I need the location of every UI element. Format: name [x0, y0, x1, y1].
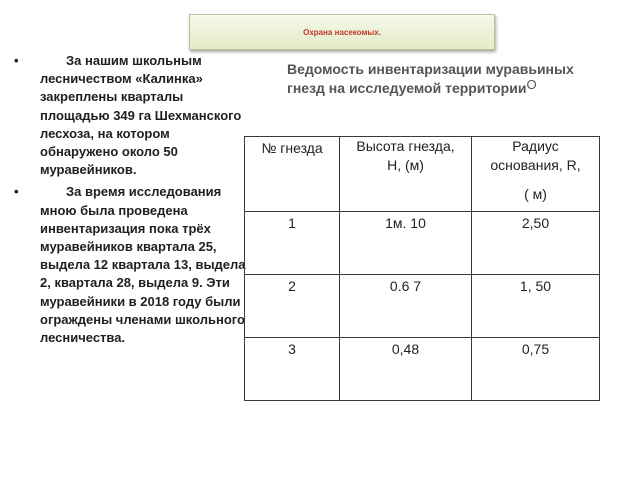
cell-base-radius: 0,75 — [472, 338, 600, 401]
cell-nest-height: 0.6 7 — [340, 275, 472, 338]
slide-title-box — [189, 14, 495, 50]
bullet-item — [14, 183, 250, 347]
header-nest-number: № гнезда — [245, 137, 340, 212]
table-row — [245, 275, 600, 338]
cell-nest-number: 3 — [245, 338, 340, 401]
cell-base-radius: 1, 50 — [472, 275, 600, 338]
cell-base-radius: 2,50 — [472, 212, 600, 275]
table-heading-suffix: О — [526, 77, 537, 92]
table-row — [245, 338, 600, 401]
cell-nest-number: 1 — [245, 212, 340, 275]
cell-nest-number: 2 — [245, 275, 340, 338]
bullet-list — [14, 52, 250, 351]
table-row — [245, 212, 600, 275]
inventory-table — [244, 136, 600, 401]
bullet-marker: • — [14, 53, 19, 68]
bullet-item — [14, 52, 250, 179]
bullet-text: За нашим школьным лесничеством «Калинка» закреплены кварталы площадью 349 га Шехманского лесхоза, на котором обнаружено около 50 муравейников. — [40, 53, 242, 178]
cell-nest-height: 0,48 — [340, 338, 472, 401]
table-header-row — [245, 137, 600, 212]
bullet-marker: • — [14, 184, 19, 200]
table-heading — [287, 60, 587, 98]
slide-title: Охрана насекомых. — [303, 27, 381, 37]
cell-nest-height: 1м. 10 — [340, 212, 472, 275]
bullet-text: За время исследования мною была проведена инвентаризация пока трёх муравейников квартала 25, выдела 12 квартала 13, выдела 2, квартала 28, выдела 9. Эти муравейники в 2018 году были ограждены членами школьного лесничества. — [40, 184, 246, 346]
header-base-radius: Радиус основания, R, ( м) — [472, 137, 600, 212]
table-heading-text: Ведомость инвентаризации муравьиных гнезд на исследуемой территории — [287, 61, 574, 96]
header-nest-height: Высота гнезда, Н, (м) — [340, 137, 472, 212]
